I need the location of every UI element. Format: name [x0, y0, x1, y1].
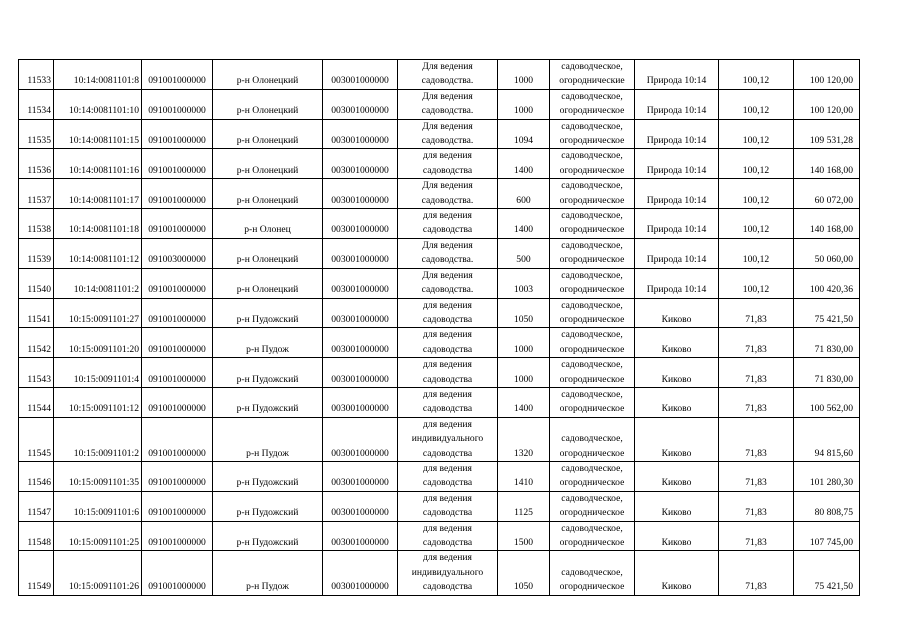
rate-cell: 71,83 — [719, 521, 794, 551]
table-row — [19, 461, 860, 491]
row-id-cell: 11537 — [19, 179, 54, 209]
district-cell: р-н Олонецкий — [213, 238, 323, 268]
cadastral-value-cell: 140 168,00 — [794, 149, 860, 179]
table-row — [19, 551, 860, 595]
purpose-cell: Для ведения садоводства. — [398, 179, 498, 209]
district-cell: р-н Олонецкий — [213, 179, 323, 209]
purpose-cell: Для ведения садоводства. — [398, 60, 498, 90]
row-id-cell: 11538 — [19, 209, 54, 239]
row-id-cell: 11544 — [19, 387, 54, 417]
area-cell: 1050 — [498, 298, 550, 328]
rate-cell: 100,12 — [719, 268, 794, 298]
location-cell: Природа 10:14 — [635, 179, 719, 209]
row-id-cell: 11540 — [19, 268, 54, 298]
district-cell: р-н Пудожский — [213, 521, 323, 551]
cadastral-number-cell: 10:14:0081101:15 — [54, 119, 142, 149]
table-row — [19, 417, 860, 461]
cadastral-value-cell: 100 120,00 — [794, 89, 860, 119]
location-cell: Киково — [635, 298, 719, 328]
okato-code-cell: 091001000000 — [142, 387, 213, 417]
district-cell: р-н Пудожский — [213, 358, 323, 388]
area-cell: 1094 — [498, 119, 550, 149]
purpose-cell: Для ведения садоводства. — [398, 89, 498, 119]
table-row — [19, 179, 860, 209]
area-cell: 1050 — [498, 551, 550, 595]
table-row — [19, 298, 860, 328]
okato-code-cell: 091001000000 — [142, 89, 213, 119]
code-cell: 003001000000 — [323, 238, 398, 268]
cadastral-value-cell: 100 420,36 — [794, 268, 860, 298]
code-cell: 003001000000 — [323, 209, 398, 239]
district-cell: р-н Пудож — [213, 417, 323, 461]
table-row — [19, 149, 860, 179]
cadastral-value-cell: 60 072,00 — [794, 179, 860, 209]
code-cell: 003001000000 — [323, 417, 398, 461]
cadastral-number-cell: 10:15:0091101:4 — [54, 358, 142, 388]
district-cell: р-н Олонецкий — [213, 268, 323, 298]
purpose-cell: для ведения садоводства — [398, 328, 498, 358]
code-cell: 003001000000 — [323, 521, 398, 551]
cadastral-value-cell: 75 421,50 — [794, 298, 860, 328]
location-cell: Природа 10:14 — [635, 238, 719, 268]
rate-cell: 100,12 — [719, 238, 794, 268]
okato-code-cell: 091001000000 — [142, 328, 213, 358]
category-cell: садоводческое, огородническое — [550, 268, 635, 298]
area-cell: 1500 — [498, 521, 550, 551]
category-cell: садоводческое, огородническое — [550, 328, 635, 358]
table-row — [19, 521, 860, 551]
cadastral-value-cell: 100 562,00 — [794, 387, 860, 417]
rate-cell: 71,83 — [719, 328, 794, 358]
district-cell: р-н Олонецкий — [213, 119, 323, 149]
okato-code-cell: 091001000000 — [142, 119, 213, 149]
location-cell: Киково — [635, 328, 719, 358]
rate-cell: 71,83 — [719, 387, 794, 417]
cadastral-value-cell: 71 830,00 — [794, 358, 860, 388]
row-id-cell: 11543 — [19, 358, 54, 388]
location-cell: Киково — [635, 491, 719, 521]
code-cell: 003001000000 — [323, 358, 398, 388]
cadastral-value-cell: 80 808,75 — [794, 491, 860, 521]
purpose-cell: для ведения садоводства — [398, 521, 498, 551]
table-row — [19, 119, 860, 149]
location-cell: Природа 10:14 — [635, 89, 719, 119]
table-row — [19, 268, 860, 298]
location-cell: Природа 10:14 — [635, 149, 719, 179]
rate-cell: 100,12 — [719, 179, 794, 209]
code-cell: 003001000000 — [323, 179, 398, 209]
purpose-cell: Для ведения садоводства. — [398, 119, 498, 149]
table-row — [19, 358, 860, 388]
category-cell: садоводческое, огородническое — [550, 298, 635, 328]
table-row — [19, 60, 860, 90]
area-cell: 500 — [498, 238, 550, 268]
cadastral-value-cell: 75 421,50 — [794, 551, 860, 595]
code-cell: 003001000000 — [323, 387, 398, 417]
purpose-cell: для ведения садоводства — [398, 149, 498, 179]
area-cell: 1125 — [498, 491, 550, 521]
row-id-cell: 11546 — [19, 461, 54, 491]
okato-code-cell: 091001000000 — [142, 417, 213, 461]
cadastral-number-cell: 10:15:0091101:35 — [54, 461, 142, 491]
area-cell: 1000 — [498, 89, 550, 119]
okato-code-cell: 091001000000 — [142, 551, 213, 595]
purpose-cell: для ведения садоводства — [398, 209, 498, 239]
rate-cell: 71,83 — [719, 417, 794, 461]
area-cell: 600 — [498, 179, 550, 209]
area-cell: 1320 — [498, 417, 550, 461]
code-cell: 003001000000 — [323, 328, 398, 358]
category-cell: садоводческое, огородническое — [550, 149, 635, 179]
rate-cell: 71,83 — [719, 551, 794, 595]
category-cell: садоводческое, огородническое — [550, 417, 635, 461]
cadastral-number-cell: 10:14:0081101:8 — [54, 60, 142, 90]
okato-code-cell: 091001000000 — [142, 60, 213, 90]
cadastral-value-cell: 100 120,00 — [794, 60, 860, 90]
cadastral-number-cell: 10:15:0091101:20 — [54, 328, 142, 358]
land-plots-table — [18, 59, 860, 596]
purpose-cell: для ведения садоводства — [398, 387, 498, 417]
okato-code-cell: 091001000000 — [142, 209, 213, 239]
area-cell: 1400 — [498, 209, 550, 239]
okato-code-cell: 091001000000 — [142, 268, 213, 298]
cadastral-number-cell: 10:14:0081101:17 — [54, 179, 142, 209]
cadastral-number-cell: 10:15:0091101:2 — [54, 417, 142, 461]
code-cell: 003001000000 — [323, 60, 398, 90]
cadastral-value-cell: 71 830,00 — [794, 328, 860, 358]
purpose-cell: Для ведения садоводства. — [398, 238, 498, 268]
category-cell: садоводческое, огородническое — [550, 387, 635, 417]
district-cell: р-н Олонецкий — [213, 89, 323, 119]
cadastral-value-cell: 50 060,00 — [794, 238, 860, 268]
area-cell: 1400 — [498, 149, 550, 179]
cadastral-number-cell: 10:15:0091101:27 — [54, 298, 142, 328]
rate-cell: 100,12 — [719, 60, 794, 90]
category-cell: садоводческое, огородническое — [550, 179, 635, 209]
row-id-cell: 11547 — [19, 491, 54, 521]
okato-code-cell: 091001000000 — [142, 298, 213, 328]
rate-cell: 100,12 — [719, 89, 794, 119]
cadastral-number-cell: 10:14:0081101:18 — [54, 209, 142, 239]
row-id-cell: 11536 — [19, 149, 54, 179]
cadastral-number-cell: 10:15:0091101:26 — [54, 551, 142, 595]
row-id-cell: 11539 — [19, 238, 54, 268]
location-cell: Киково — [635, 358, 719, 388]
district-cell: р-н Пудож — [213, 328, 323, 358]
area-cell: 1400 — [498, 387, 550, 417]
area-cell: 1003 — [498, 268, 550, 298]
code-cell: 003001000000 — [323, 491, 398, 521]
location-cell: Природа 10:14 — [635, 60, 719, 90]
cadastral-value-cell: 94 815,60 — [794, 417, 860, 461]
location-cell: Природа 10:14 — [635, 209, 719, 239]
code-cell: 003001000000 — [323, 89, 398, 119]
code-cell: 003001000000 — [323, 268, 398, 298]
cadastral-value-cell: 109 531,28 — [794, 119, 860, 149]
cadastral-number-cell: 10:15:0091101:6 — [54, 491, 142, 521]
code-cell: 003001000000 — [323, 298, 398, 328]
purpose-cell: для ведения садоводства — [398, 358, 498, 388]
cadastral-value-cell: 107 745,00 — [794, 521, 860, 551]
category-cell: садоводческое, огородническое — [550, 491, 635, 521]
cadastral-number-cell: 10:14:0081101:16 — [54, 149, 142, 179]
location-cell: Природа 10:14 — [635, 119, 719, 149]
table-row — [19, 209, 860, 239]
category-cell: садоводческое, огородническое — [550, 358, 635, 388]
location-cell: Киково — [635, 461, 719, 491]
district-cell: р-н Олонецкий — [213, 149, 323, 179]
table-row — [19, 491, 860, 521]
purpose-cell: для ведения индивидуального садоводства — [398, 417, 498, 461]
table-row — [19, 89, 860, 119]
district-cell: р-н Пудожский — [213, 491, 323, 521]
table-row — [19, 238, 860, 268]
category-cell: садоводческое, огородническое — [550, 209, 635, 239]
category-cell: садоводческое, огородническое — [550, 521, 635, 551]
cadastral-number-cell: 10:15:0091101:12 — [54, 387, 142, 417]
row-id-cell: 11548 — [19, 521, 54, 551]
purpose-cell: для ведения индивидуального садоводства — [398, 551, 498, 595]
area-cell: 1000 — [498, 358, 550, 388]
okato-code-cell: 091001000000 — [142, 179, 213, 209]
district-cell: р-н Олонец — [213, 209, 323, 239]
location-cell: Киково — [635, 521, 719, 551]
okato-code-cell: 091003000000 — [142, 238, 213, 268]
table-row — [19, 328, 860, 358]
table-body — [19, 60, 860, 596]
location-cell: Киково — [635, 387, 719, 417]
purpose-cell: Для ведения садоводства. — [398, 268, 498, 298]
rate-cell: 100,12 — [719, 209, 794, 239]
area-cell: 1000 — [498, 328, 550, 358]
okato-code-cell: 091001000000 — [142, 521, 213, 551]
cadastral-number-cell: 10:14:0081101:12 — [54, 238, 142, 268]
row-id-cell: 11535 — [19, 119, 54, 149]
code-cell: 003001000000 — [323, 551, 398, 595]
area-cell: 1000 — [498, 60, 550, 90]
cadastral-value-cell: 101 280,30 — [794, 461, 860, 491]
category-cell: садоводческое, огородническое — [550, 238, 635, 268]
district-cell: р-н Пудож — [213, 551, 323, 595]
code-cell: 003001000000 — [323, 149, 398, 179]
district-cell: р-н Пудожский — [213, 298, 323, 328]
location-cell: Киково — [635, 551, 719, 595]
row-id-cell: 11542 — [19, 328, 54, 358]
cadastral-number-cell: 10:14:0081101:10 — [54, 89, 142, 119]
location-cell: Природа 10:14 — [635, 268, 719, 298]
code-cell: 003001000000 — [323, 119, 398, 149]
category-cell: садоводческое, огородническое — [550, 551, 635, 595]
category-cell: садоводческое, огороднические — [550, 60, 635, 90]
category-cell: садоводческое, огородническое — [550, 461, 635, 491]
cadastral-number-cell: 10:15:0091101:25 — [54, 521, 142, 551]
okato-code-cell: 091001000000 — [142, 149, 213, 179]
row-id-cell: 11533 — [19, 60, 54, 90]
cadastral-value-cell: 140 168,00 — [794, 209, 860, 239]
rate-cell: 100,12 — [719, 149, 794, 179]
code-cell: 003001000000 — [323, 461, 398, 491]
okato-code-cell: 091001000000 — [142, 491, 213, 521]
okato-code-cell: 091001000000 — [142, 358, 213, 388]
rate-cell: 100,12 — [719, 119, 794, 149]
district-cell: р-н Пудожский — [213, 387, 323, 417]
purpose-cell: для ведения садоводства — [398, 461, 498, 491]
okato-code-cell: 091001000000 — [142, 461, 213, 491]
district-cell: р-н Пудожский — [213, 461, 323, 491]
row-id-cell: 11545 — [19, 417, 54, 461]
rate-cell: 71,83 — [719, 491, 794, 521]
row-id-cell: 11534 — [19, 89, 54, 119]
purpose-cell: для ведения садоводства — [398, 491, 498, 521]
rate-cell: 71,83 — [719, 298, 794, 328]
cadastral-number-cell: 10:14:0081101:2 — [54, 268, 142, 298]
location-cell: Киково — [635, 417, 719, 461]
purpose-cell: для ведения садоводства — [398, 298, 498, 328]
category-cell: садоводческое, огородническое — [550, 119, 635, 149]
rate-cell: 71,83 — [719, 358, 794, 388]
category-cell: садоводческое, огородническое — [550, 89, 635, 119]
row-id-cell: 11541 — [19, 298, 54, 328]
rate-cell: 71,83 — [719, 461, 794, 491]
row-id-cell: 11549 — [19, 551, 54, 595]
district-cell: р-н Олонецкий — [213, 60, 323, 90]
table-row — [19, 387, 860, 417]
area-cell: 1410 — [498, 461, 550, 491]
